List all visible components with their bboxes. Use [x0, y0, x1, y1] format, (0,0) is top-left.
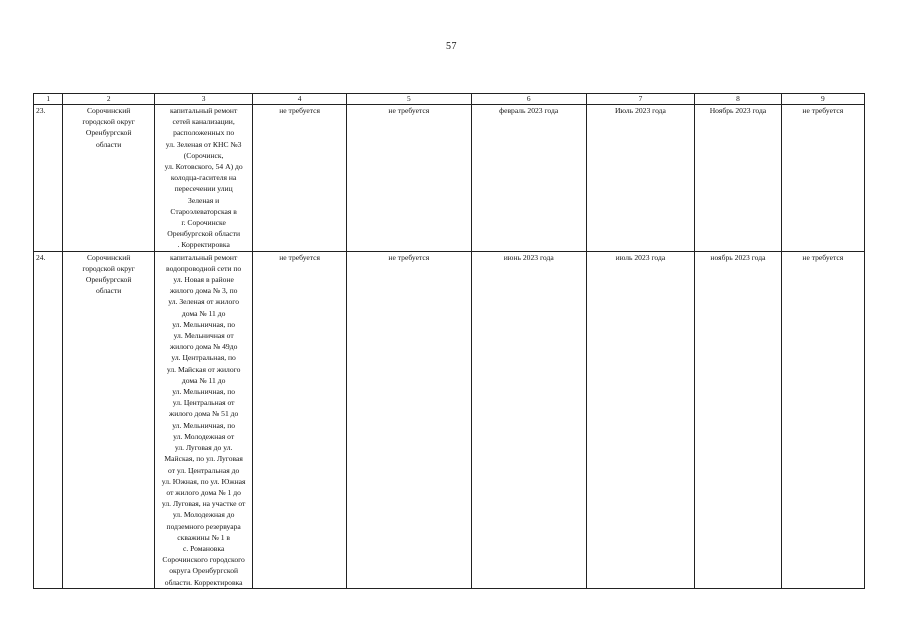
- territory-cell: Сорочинский городской округ Оренбургской области: [63, 105, 154, 252]
- header-row: [34, 94, 865, 105]
- header-cell-3: 3: [154, 94, 253, 105]
- header-cell-4: 4: [253, 94, 346, 105]
- col6-cell: февраль 2023 года: [471, 105, 586, 252]
- header-cell-9: 9: [781, 94, 864, 105]
- row-number: 24.: [34, 251, 63, 588]
- header-cell-8: 8: [695, 94, 781, 105]
- col8-cell: ноябрь 2023 года: [695, 251, 781, 588]
- col7-cell: июль 2023 года: [586, 251, 695, 588]
- table-row: [34, 105, 865, 252]
- row-number: 23.: [34, 105, 63, 252]
- col9-cell: не требуется: [781, 251, 864, 588]
- col9-cell: не требуется: [781, 105, 864, 252]
- header-cell-2: 2: [63, 94, 154, 105]
- works-table: [33, 93, 865, 589]
- page-number: 57: [446, 41, 457, 52]
- header-cell-1: 1: [34, 94, 63, 105]
- col7-cell: Июль 2023 года: [586, 105, 695, 252]
- col4-cell: не требуется: [253, 251, 346, 588]
- table-row: [34, 251, 865, 588]
- col5-cell: не требуется: [346, 105, 471, 252]
- col4-cell: не требуется: [253, 105, 346, 252]
- col6-cell: июнь 2023 года: [471, 251, 586, 588]
- col5-cell: не требуется: [346, 251, 471, 588]
- territory-cell: Сорочинский городской округ Оренбургской области: [63, 251, 154, 588]
- header-cell-6: 6: [471, 94, 586, 105]
- description-cell: капитальный ремонт водопроводной сети по ул. Новая в районе жилого дома № 3, по ул. Зеленая от жилого дома № 11 до ул. Мельничная, по ул. Мельничная от жилого дома № 49до ул. Центральная, по ул. Майская от жилого дома № 11 до ул. Мельничная, по ул. Центральная от жилого дома № 51 до ул. Мельничная, по ул. Молодежная от ул. Луговая до ул. Майская, по ул. Луговая от ул. Центральная до ул. Южная, по ул. Южная от жилого дома № 1 до ул. Луговая, на участке от ул. Молодежная до подземного резервуара скважины № 1 в с. Романовка Сорочинского городского округа Оренбургской области. Корректировка: [154, 251, 253, 588]
- header-cell-7: 7: [586, 94, 695, 105]
- header-cell-5: 5: [346, 94, 471, 105]
- col8-cell: Ноябрь 2023 года: [695, 105, 781, 252]
- description-cell: капитальный ремонт сетей канализации, расположенных по ул. Зеленая от КНС №3 (Сорочинск, ул. Котовского, 54 А) до колодца-гасителя на пересечении улиц Зеленая и Староэлеваторская в г. Сорочинске Оренбургской области . Корректировка: [154, 105, 253, 252]
